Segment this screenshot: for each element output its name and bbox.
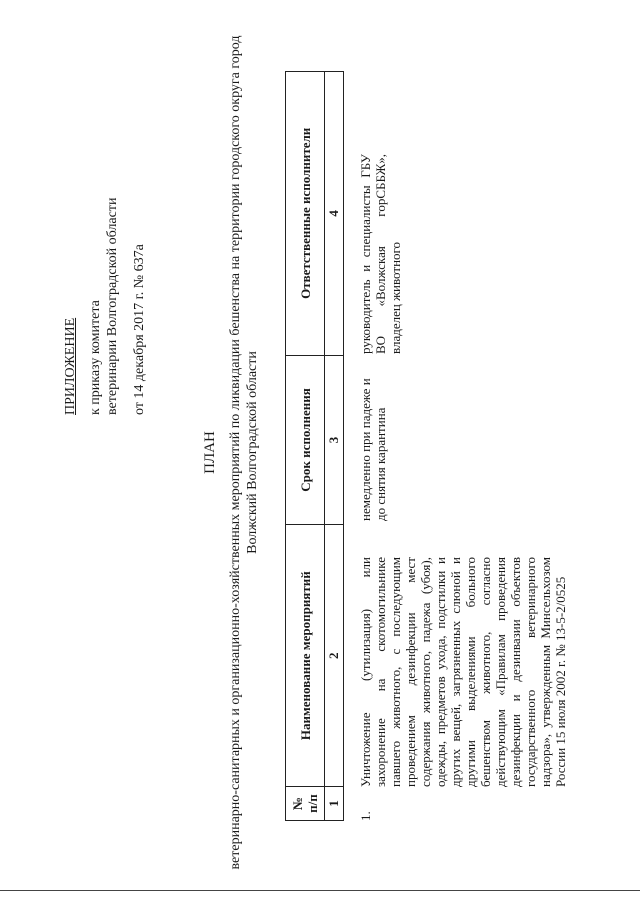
bottom-divider	[0, 890, 640, 891]
plan-subtitle: ветеринарно-санитарных и организационно-хозяйственных мероприятий по ликвидации бешенства на территории городского округа город Волжский Волгоградской области	[228, 35, 260, 870]
column-number-3: 3	[325, 355, 344, 525]
column-header-deadline: Срок исполнения	[286, 355, 325, 525]
column-number-1: 1	[325, 787, 344, 821]
appendix-title: ПРИЛОЖЕНИЕ	[63, 317, 78, 415]
column-number-4: 4	[325, 72, 344, 356]
appendix-date: от 14 декабря 2017 г. № 637а	[132, 244, 147, 415]
plan-table	[285, 71, 344, 821]
row-action: Уничтожение (утилизация) или захоронение на скотомогильнике павшего животного, с последующим проведением дезинфекции мест содержания животного, падежа (убоя), одежды, предметов ухода, подстилки и других вещей, загрязненных слюной и другими выделениями больного бешенством животного, согласно действующим «Правилам проведения дезинфекции и дезинвазии объектов государственного ветеринарного надзора», утвержденным Минсельхозом России 15 июля 2002 г. № 13-5-2/0525	[358, 557, 568, 787]
column-header-responsible: Ответственные исполнители	[286, 72, 325, 356]
column-header-number: № п/п	[286, 787, 325, 821]
appendix-line-2: ветеринарии Волгоградской области	[105, 197, 120, 415]
column-number-2: 2	[325, 525, 344, 787]
table-row	[358, 71, 568, 821]
row-deadline: немедленно при падеже и до снятия карантина	[358, 378, 388, 521]
table-number-row	[325, 72, 344, 821]
row-responsible: руководитель и специалисты ГБУ ВО «Волжская горСББЖ», владелец животного	[358, 154, 403, 354]
plan-title: ПЛАН	[202, 431, 218, 474]
column-header-action: Наименование мероприятий	[286, 525, 325, 787]
table-header-row	[286, 72, 325, 821]
appendix-line-1: к приказу комитета	[88, 300, 103, 415]
row-number: 1.	[358, 811, 373, 821]
appendix-header	[62, 198, 148, 415]
